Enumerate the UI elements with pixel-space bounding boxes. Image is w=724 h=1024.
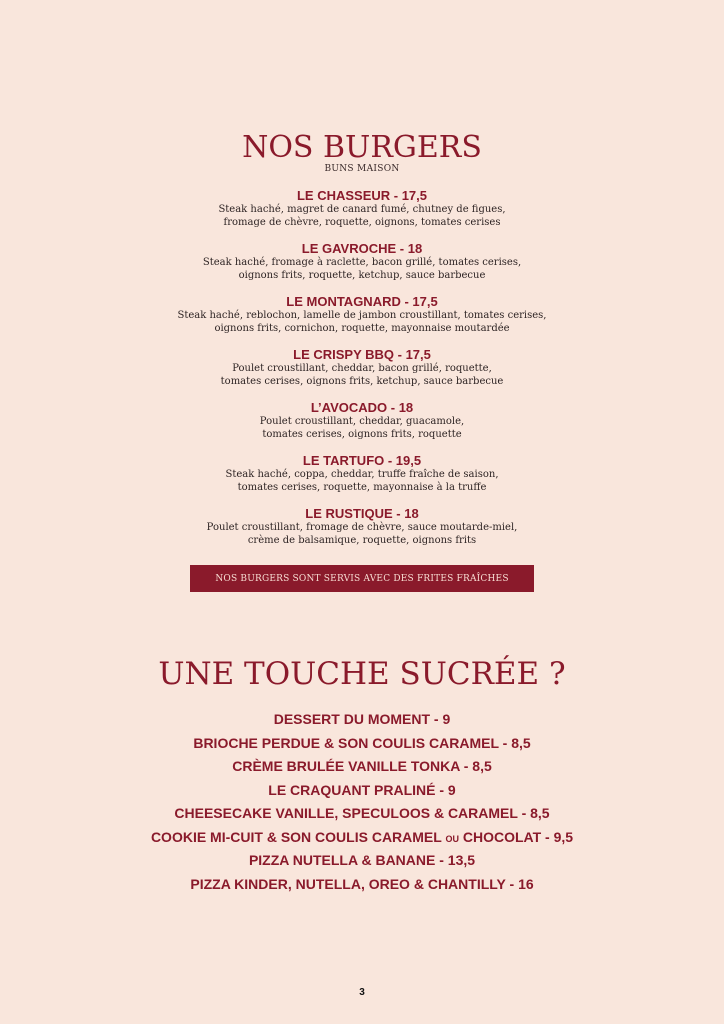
- description-line: Poulet croustillant, cheddar, guacamole,: [259, 416, 465, 427]
- burger-description: [0, 256, 724, 282]
- burger-description: [0, 415, 724, 441]
- banner-text: NOS BURGERS SONT SERVIS AVEC DES FRITES FRAÎCHES: [215, 573, 509, 584]
- description-line: Steak haché, fromage à raclette, bacon grillé, tomates cerises,: [202, 257, 522, 268]
- description-line: tomates cerises, oignons frits, ketchup, sauce barbecue: [220, 376, 504, 387]
- burger-item: [0, 241, 724, 282]
- dessert-item: PIZZA NUTELLA & BANANE - 13,5: [248, 852, 476, 868]
- burger-description: [0, 521, 724, 547]
- dessert-list: [0, 710, 724, 898]
- burger-description: [0, 203, 724, 229]
- description-line: Poulet croustillant, fromage de chèvre, sauce moutarde-miel,: [206, 522, 518, 533]
- dessert-text: COOKIE MI-CUIT & SON COULIS CARAMEL: [150, 828, 442, 845]
- page-number: 3: [359, 987, 365, 998]
- desserts-title: UNE TOUCHE SUCRÉE ?: [158, 656, 566, 692]
- description-line: tomates cerises, oignons frits, roquette: [262, 429, 462, 440]
- description-line: Steak haché, magret de canard fumé, chutney de figues,: [218, 204, 506, 215]
- burger-item: [0, 506, 724, 547]
- burger-name: LE MONTAGNARD - 17,5: [286, 294, 438, 309]
- dessert-item: BRIOCHE PERDUE & SON COULIS CARAMEL - 8,5: [193, 734, 531, 751]
- burger-item: [0, 453, 724, 494]
- burgers-title: NOS BURGERS: [242, 130, 482, 165]
- dessert-item: PIZZA KINDER, NUTELLA, OREO & CHANTILLY - 16: [190, 875, 534, 892]
- fries-banner: [190, 565, 534, 592]
- dessert-item: [0, 828, 724, 852]
- burger-list: [0, 188, 724, 559]
- dessert-conjunction: OU: [445, 833, 459, 844]
- description-line: Steak haché, reblochon, lamelle de jambon croustillant, tomates cerises,: [177, 310, 547, 321]
- burger-name: LE RUSTIQUE - 18: [305, 506, 419, 521]
- burger-item: [0, 400, 724, 441]
- burger-name: L’AVOCADO - 18: [310, 400, 414, 415]
- description-line: crème de balsamique, roquette, oignons frits: [247, 535, 477, 546]
- dessert-item: DESSERT DU MOMENT - 9: [273, 711, 451, 727]
- description-line: Steak haché, coppa, cheddar, truffe fraîche de saison,: [225, 469, 499, 480]
- burger-description: [0, 309, 724, 335]
- description-line: Poulet croustillant, cheddar, bacon grillé, roquette,: [232, 363, 492, 374]
- description-line: tomates cerises, roquette, mayonnaise à la truffe: [237, 482, 487, 493]
- dessert-text: CHOCOLAT - 9,5: [462, 828, 574, 845]
- description-line: fromage de chèvre, roquette, oignons, tomates cerises: [223, 217, 501, 228]
- burger-name: LE CRISPY BBQ - 17,5: [293, 347, 431, 362]
- burger-description: [0, 468, 724, 494]
- description-line: oignons frits, cornichon, roquette, mayonnaise moutardée: [214, 323, 510, 334]
- dessert-item: LE CRAQUANT PRALINÉ - 9: [268, 781, 456, 798]
- description-line: oignons frits, roquette, ketchup, sauce barbecue: [238, 270, 486, 281]
- burger-item: [0, 294, 724, 335]
- burger-name: LE TARTUFO - 19,5: [302, 453, 422, 468]
- burger-name: LE CHASSEUR - 17,5: [296, 188, 428, 203]
- dessert-item: CRÈME BRULÉE VANILLE TONKA - 8,5: [232, 758, 492, 774]
- burgers-subtitle: BUNS MAISON: [324, 164, 400, 174]
- burger-name: LE GAVROCHE - 18: [301, 241, 423, 256]
- burger-item: [0, 347, 724, 388]
- burger-description: [0, 362, 724, 388]
- burger-item: [0, 188, 724, 229]
- dessert-item: CHEESECAKE VANILLE, SPECULOOS & CARAMEL - 8,5: [174, 805, 550, 821]
